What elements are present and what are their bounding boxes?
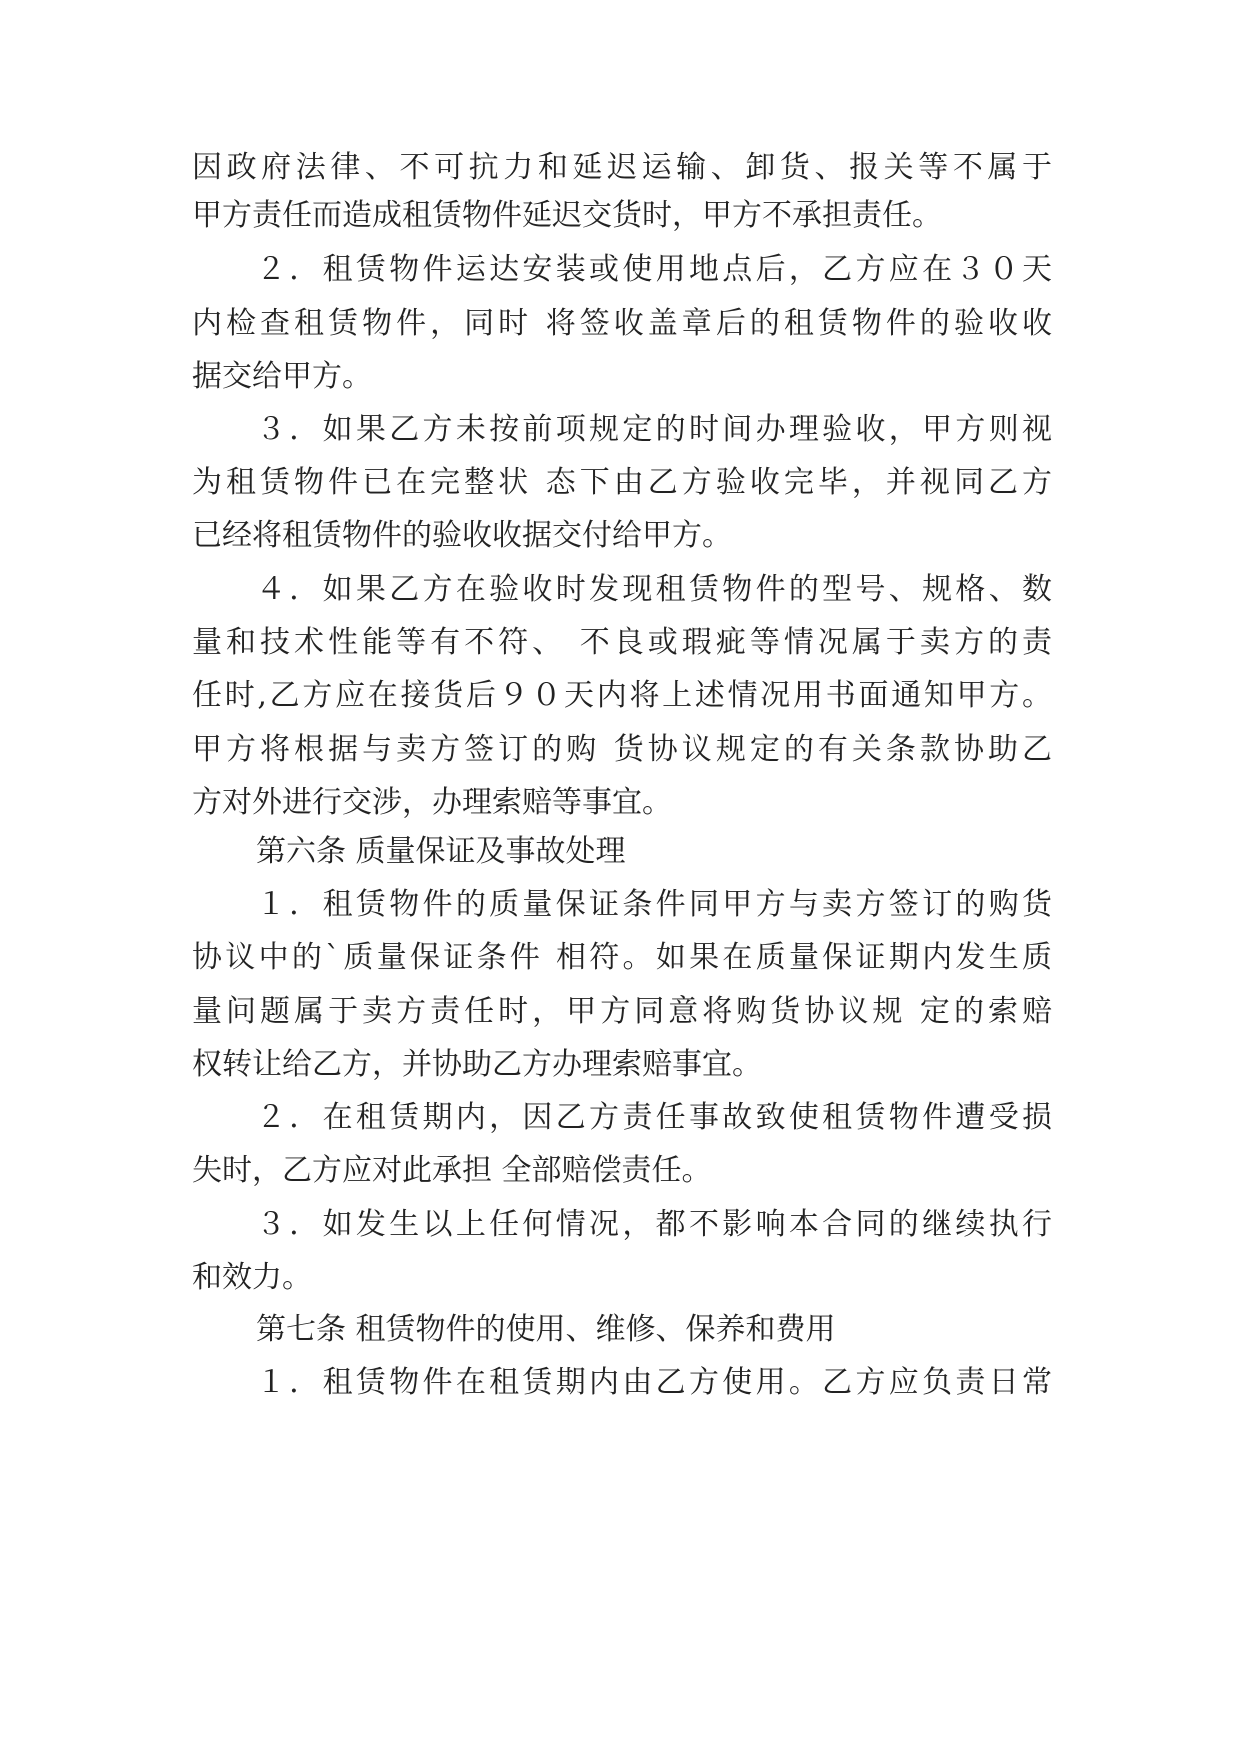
body-line: 甲方责任而造成租赁物件延迟交货时，甲方不承担责任。 [192, 198, 942, 233]
body-line: 协议中的`质量保证条件 相符。如果在质量保证期内发生质 [192, 940, 1052, 975]
paragraph-first-line: ２．租赁物件运达安装或使用地点后，乙方应在３０天 [256, 252, 1052, 287]
body-line: 和效力。 [192, 1260, 312, 1295]
paragraph-first-line: ２．在租赁期内，因乙方责任事故致使租赁物件遭受损 [256, 1100, 1052, 1135]
body-line: 据交给甲方。 [192, 359, 372, 394]
section-heading: 第七条 租赁物件的使用、维修、保养和费用 [256, 1312, 836, 1347]
body-line: 量问题属于卖方责任时，甲方同意将购货协议规 定的索赔 [192, 994, 1052, 1029]
paragraph-first-line: ３．如发生以上任何情况，都不影响本合同的继续执行 [256, 1207, 1052, 1242]
body-line: 权转让给乙方，并协助乙方办理索赔事宜。 [192, 1047, 762, 1082]
paragraph-first-line: １．租赁物件在租赁期内由乙方使用。乙方应负责日常 [256, 1365, 1052, 1400]
body-line: 任时,乙方应在接货后９０天内将上述情况用书面通知甲方。 [192, 678, 1052, 713]
section-heading: 第六条 质量保证及事故处理 [256, 834, 626, 869]
body-line: 已经将租赁物件的验收收据交付给甲方。 [192, 518, 732, 553]
body-line: 内检查租赁物件，同时 将签收盖章后的租赁物件的验收收 [192, 306, 1052, 341]
body-line: 方对外进行交涉，办理索赔等事宜。 [192, 785, 672, 820]
body-line: 为租赁物件已在完整状 态下由乙方验收完毕，并视同乙方 [192, 465, 1052, 500]
paragraph-first-line: ３．如果乙方未按前项规定的时间办理验收，甲方则视 [256, 412, 1052, 447]
body-line: 因政府法律、不可抗力和延迟运输、卸货、报关等不属于 [192, 150, 1052, 185]
body-line: 量和技术性能等有不符、 不良或瑕疵等情况属于卖方的责 [192, 625, 1052, 660]
paragraph-first-line: １．租赁物件的质量保证条件同甲方与卖方签订的购货 [256, 887, 1052, 922]
body-line: 失时，乙方应对此承担 全部赔偿责任。 [192, 1153, 712, 1188]
body-line: 甲方将根据与卖方签订的购 货协议规定的有关条款协助乙 [192, 732, 1052, 767]
paragraph-first-line: ４．如果乙方在验收时发现租赁物件的型号、规格、数 [256, 572, 1052, 607]
